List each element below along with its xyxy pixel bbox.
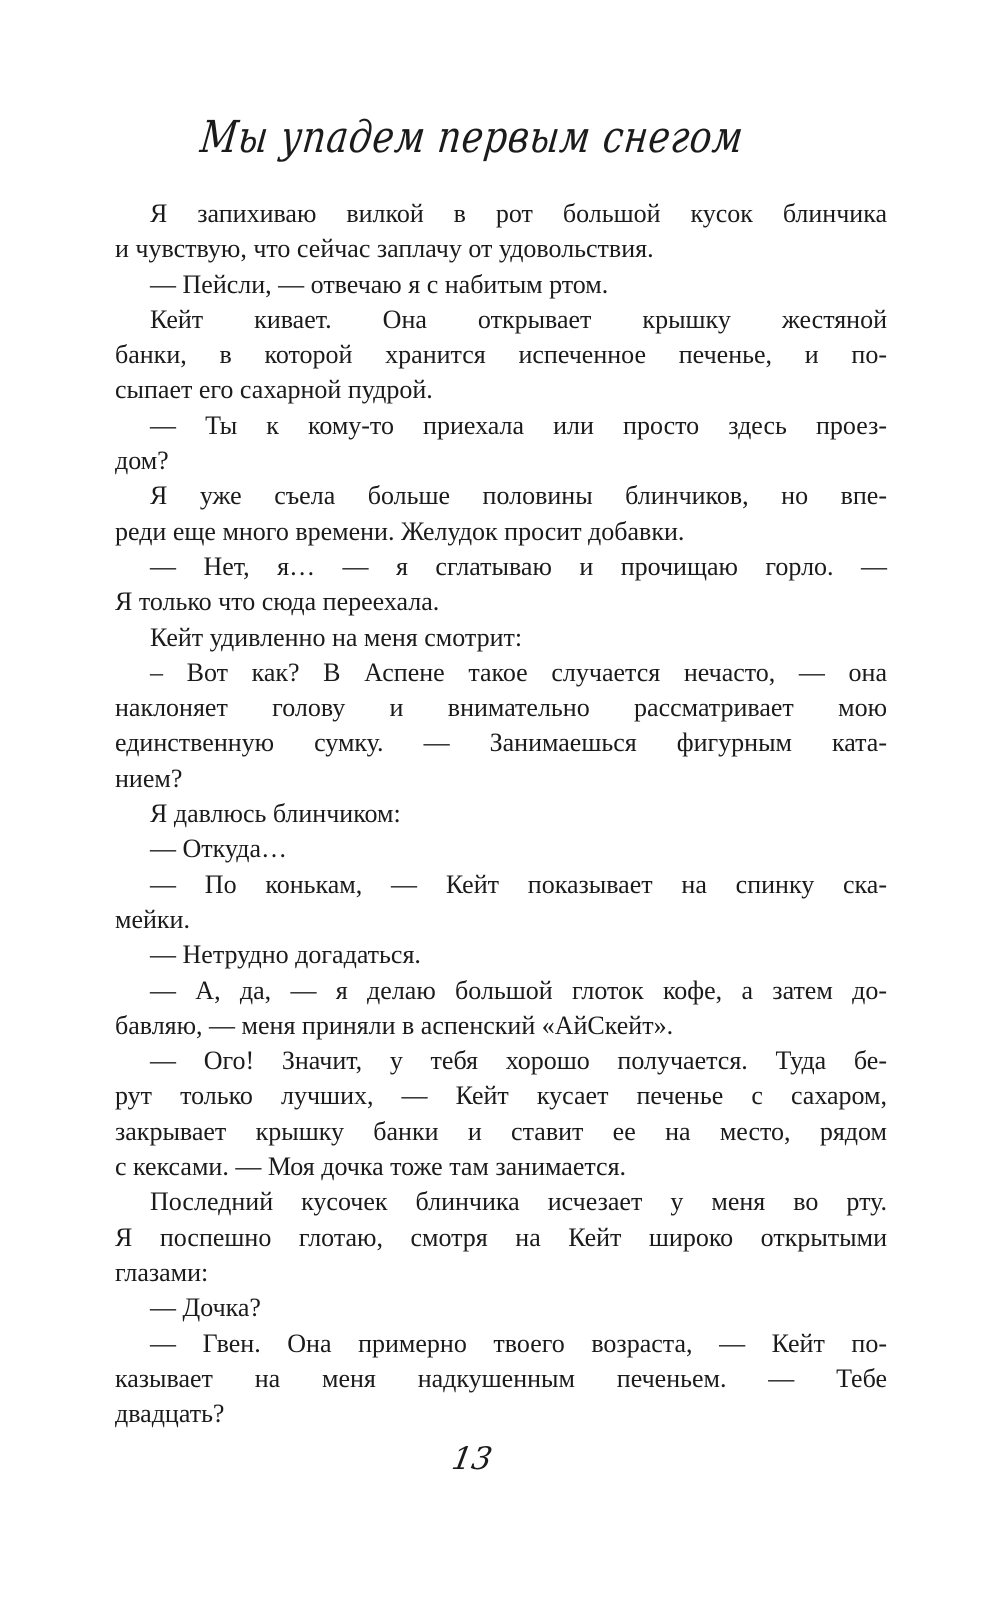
- paragraph: [115, 196, 887, 267]
- text-line: казывает на меня надкушенным печеньем. — Тебе: [115, 1363, 887, 1393]
- text-line: банки, в которой хранится испеченное печенье, и по-: [115, 340, 887, 370]
- text-line: наклоняет голову и внимательно рассматривает мою: [115, 693, 887, 723]
- text-line: — Гвен. Она примерно твоего возраста, — Кейт по-: [150, 1328, 887, 1358]
- paragraph: [115, 867, 887, 938]
- body-text: [115, 196, 887, 1431]
- text-line: — Ты к кому-то приехала или просто здесь проез-: [150, 410, 887, 440]
- paragraph: [115, 937, 887, 972]
- text-line: — Нет, я… — я сглатываю и прочищаю горло. —: [150, 551, 887, 581]
- text-line: единственную сумку. — Занимаешься фигурным ката-: [115, 728, 887, 758]
- text-line: — По конькам, — Кейт показывает на спинку ска-: [150, 869, 887, 899]
- text-line: с кексами. — Моя дочка тоже там занимается.: [115, 1152, 627, 1182]
- text-line: Кейт кивает. Она открывает крышку жестяной: [150, 304, 887, 334]
- paragraph: [115, 831, 887, 866]
- text-line: и чувствую, что сейчас заплачу от удовольствия.: [115, 234, 654, 264]
- text-line: дом?: [115, 446, 169, 476]
- text-line: – Вот как? В Аспене такое случается нечасто, — она: [150, 657, 887, 687]
- paragraph: [115, 796, 887, 831]
- text-line: — Ого! Значит, у тебя хорошо получается. Туда бе-: [150, 1046, 887, 1076]
- text-line: — А, да, — я делаю большой глоток кофе, а затем до-: [150, 975, 887, 1005]
- text-line: Я запихиваю вилкой в рот большой кусок блинчика: [150, 199, 887, 228]
- text-line: — Откуда…: [150, 834, 288, 864]
- paragraph: [115, 620, 887, 655]
- paragraph: [115, 1184, 887, 1290]
- paragraph: [115, 1290, 887, 1325]
- text-line: Я давлюсь блинчиком:: [150, 799, 401, 829]
- text-line: — Пейсли, — отвечаю я с набитым ртом.: [150, 269, 609, 299]
- text-line: — Дочка?: [150, 1293, 261, 1323]
- paragraph: [115, 1043, 887, 1184]
- text-line: нием?: [115, 763, 183, 793]
- text-line: бавляю, — меня приняли в аспенский «АйСкейт».: [115, 1010, 674, 1040]
- paragraph: [115, 267, 887, 302]
- paragraph: [115, 478, 887, 549]
- paragraph: [115, 302, 887, 408]
- text-line: сыпает его сахарной пудрой.: [115, 375, 433, 405]
- paragraph: [115, 655, 887, 796]
- text-line: Я только что сюда переехала.: [115, 587, 440, 617]
- paragraph: [115, 1326, 887, 1432]
- text-line: — Нетрудно догадаться.: [150, 940, 421, 970]
- text-line: Я уже съела больше половины блинчиков, но впе-: [150, 481, 887, 511]
- text-line: глазами:: [115, 1257, 209, 1287]
- text-line: рут только лучших, — Кейт кусает печенье с сахаром,: [115, 1081, 887, 1111]
- text-line: Кейт удивленно на меня смотрит:: [150, 622, 523, 652]
- text-line: двадцать?: [115, 1399, 225, 1429]
- page-number: 13: [449, 1441, 495, 1477]
- text-line: реди еще много времени. Желудок просит добавки.: [115, 516, 685, 546]
- text-line: Последний кусочек блинчика исчезает у меня во рту.: [150, 1187, 887, 1217]
- text-line: Я поспешно глотаю, смотря на Кейт широко открытыми: [115, 1222, 887, 1252]
- chapter-title: Мы упадем первым снегом: [197, 112, 747, 163]
- paragraph: [115, 549, 887, 620]
- text-line: закрывает крышку банки и ставит ее на место, рядом: [115, 1116, 887, 1146]
- text-line: мейки.: [115, 904, 190, 934]
- paragraph: [115, 408, 887, 479]
- paragraph: [115, 973, 887, 1044]
